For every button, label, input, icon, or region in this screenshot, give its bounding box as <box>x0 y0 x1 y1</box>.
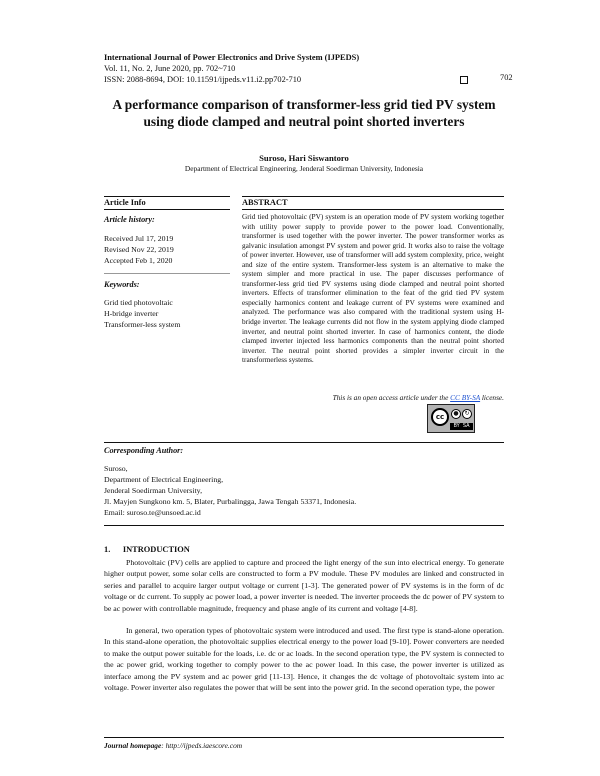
open-access-prefix: This is an open access article under the <box>332 393 451 402</box>
corresponding-rule-top <box>104 442 504 443</box>
corresponding-dept: Department of Electrical Engineering, <box>104 475 224 484</box>
corresponding-address: Jl. Mayjen Sungkono km. 5, Blater, Purbalingga, Jawa Tengah 53371, Indonesia. <box>104 497 357 506</box>
article-history-label: Article history: <box>104 215 155 224</box>
article-info-rule <box>104 209 230 210</box>
cc-by-label: BY <box>453 423 460 429</box>
journal-name: International Journal of Power Electronics and Drive System (IJPEDS) <box>104 53 360 62</box>
abstract-rule <box>242 209 504 210</box>
volume-line: Vol. 11, No. 2, June 2020, pp. 702~710 <box>104 64 236 73</box>
corresponding-name: Suroso, <box>104 464 128 473</box>
intro-paragraph-1: Photovoltaic (PV) cells are applied to capture and proceed the light energy of the sun into electrical energy. To generate higher output power, some solar cells are constructed to form a PV module. These PV modules are linked and constructed in series and parallel to acquire larger output voltage or current [1-3]. The generated power of PV systems is in the form of dc voltage or dc current. To supply ac power load, a power inverter is needed. The inverter proceeds the dc power of PV system to be ac power with controllable magnitude, frequency and phase angle of its current and voltage [4-8]. <box>104 558 504 613</box>
affiliation: Department of Electrical Engineering, Jenderal Soedirman University, Indonesia <box>184 164 424 173</box>
creative-commons-icon: cc <box>431 408 449 426</box>
cc-sa-label: SA <box>462 423 470 429</box>
homepage-label: Journal homepage <box>104 741 162 750</box>
keyword-item: Transformer-less system <box>104 320 181 329</box>
cc-license-strip <box>450 423 473 430</box>
corresponding-heading: Corresponding Author: <box>104 446 184 455</box>
page-marker-icon <box>460 76 468 84</box>
page-number: 702 <box>500 73 513 82</box>
license-link[interactable]: CC BY-SA <box>450 393 481 402</box>
authors: Suroso, Hari Siswantoro <box>259 153 349 163</box>
open-access-note <box>242 393 504 402</box>
attribution-person-icon: ● <box>451 409 461 419</box>
keyword-item: H-bridge inverter <box>104 309 159 318</box>
footer-rule <box>104 737 504 738</box>
cc-by-sa-badge[interactable] <box>427 404 475 433</box>
corresponding-univ: Jenderal Soedirman University, <box>104 486 203 495</box>
keywords-label: Keywords: <box>104 280 140 289</box>
introduction-heading: 1. INTRODUCTION <box>104 545 190 554</box>
paper-title: A performance comparison of transformer-less grid tied PV system using diode clamped and neutral point shorted inverters <box>112 97 496 129</box>
corresponding-rule-bottom <box>104 525 504 526</box>
revised-date: Revised Nov 22, 2019 <box>104 245 174 254</box>
open-access-suffix: license. <box>480 393 504 402</box>
keywords-rule <box>104 273 230 274</box>
article-info-heading: Article Info <box>104 198 146 207</box>
journal-homepage <box>104 741 242 750</box>
homepage-url[interactable]: : http://ijpeds.iaescore.com <box>161 741 243 750</box>
accepted-date: Accepted Feb 1, 2020 <box>104 256 173 265</box>
abstract-text: Grid tied photovoltaic (PV) system is an operation mode of PV system working together with utility power supply to provide power to the power load. Conventionally, transformer is used together with the power inverter. The power transformer works as galvanic insulation amongst PV system and power grid. It works also to raise the voltage of power inverter. However, use of transformer will add system complexity, price, weight and size of the entire system. Transformer-less system is an alternative to make the system simpler and more practical in use. The paper discusses performance of transformer-less grid tied PV systems using diode clamped and neutral point shorted inverters. Effects of transformer elimination to the feat of the grid tied PV system especially harmonics content and leakage current of PV systems were examined and analyzed. The performance was also compared with the traditional system using H-bridge inverter. The leakage currents did not flow in the system applying diode clamped inverter, and neutral point shorted inverter. In case of harmonics content, the diode clamped inverter injected less harmonics components than the neutral point shorted inverter. The neutral point shorted provides a simpler inverter circuit in the transformerless systems. <box>242 212 504 365</box>
abstract-heading: ABSTRACT <box>242 198 288 207</box>
issn-doi-line: ISSN: 2088-8694, DOI: 10.11591/ijpeds.v11.i2.pp702-710 <box>104 75 302 84</box>
keyword-item: Grid tied photovoltaic <box>104 298 173 307</box>
received-date: Received Jul 17, 2019 <box>104 234 174 243</box>
corresponding-email[interactable]: Email: suroso.te@unsoed.ac.id <box>104 508 201 517</box>
share-alike-icon: ↻ <box>462 409 472 419</box>
intro-paragraph-2: In general, two operation types of photovoltaic system were introduced and used. The first type is stand-alone operation. In this stand-alone operation, the photovoltaic supplies electrical energy to the power load [9-10]. Power converters are needed to make the output power suitable for the loads, i.e. dc or ac loads. In the second operation type, the PV system is connected to the ac power grid, working together to comply power to the ac power load. In this case, the power inverter is utilized as interface among the PV system and ac power grid [11-13]. Hence, it changes the dc voltage of photovoltaic system into ac voltage. Power inverter also regulates the power that will be sent into the power grid. In the second operation type, the power <box>104 626 504 693</box>
